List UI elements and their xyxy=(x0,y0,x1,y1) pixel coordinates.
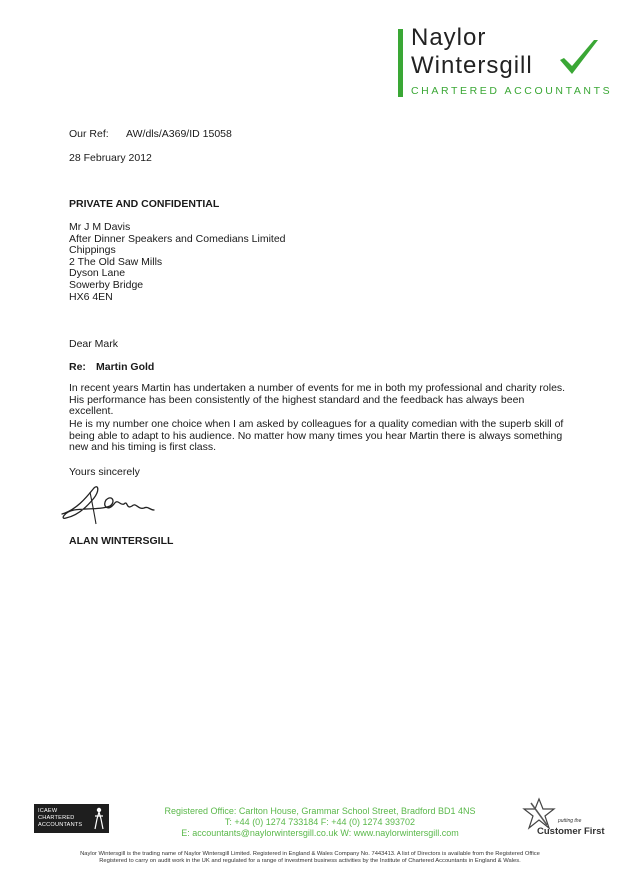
address-line: Sowerby Bridge xyxy=(69,278,144,291)
checkmark-icon xyxy=(558,38,600,83)
address-line: Dyson Lane xyxy=(69,267,126,280)
salutation: Dear Mark xyxy=(69,338,119,350)
logo-name-line1: Naylor xyxy=(411,24,487,51)
address-line: Mr J M Davis xyxy=(69,221,131,233)
address-line: HX6 4EN xyxy=(69,290,113,303)
letter-date: 28 February 2012 xyxy=(69,152,152,164)
address-line: Chippings xyxy=(69,244,116,257)
registered-office: Registered Office: Carlton House, Grammar School Street, Bradford BD1 4NS xyxy=(164,806,476,816)
ref-label: Our Ref: xyxy=(69,128,109,140)
icaew-line: ACCOUNTANTS xyxy=(38,822,83,828)
signoff: Yours sincerely xyxy=(69,466,140,478)
address-line: After Dinner Speakers and Comedians Limited xyxy=(69,232,286,245)
customer-first-small: putting the xyxy=(558,818,582,824)
phone-fax: T: +44 (0) 1274 733184 F: +44 (0) 1274 393702 xyxy=(224,817,416,827)
legal-line: Naylor Wintersgill is the trading name of Naylor Wintersgill Limited. Registered in England & Wales Company No. 7443413. A list of Directors is available from the Registered Office xyxy=(80,851,540,857)
logo-tagline: CHARTERED ACCOUNTANTS xyxy=(411,85,613,97)
ref-value: AW/dls/A369/ID 15058 xyxy=(126,128,232,140)
confidential-heading: PRIVATE AND CONFIDENTIAL xyxy=(69,198,220,210)
address-line: 2 The Old Saw Mills xyxy=(69,255,163,268)
recipient-address xyxy=(69,221,286,302)
logo-name-line2: Wintersgill xyxy=(411,52,533,79)
subject-value: Martin Gold xyxy=(96,361,155,373)
handwritten-signature xyxy=(56,480,166,535)
icaew-line: ICAEW xyxy=(38,808,58,814)
body-paragraph: In recent years Martin has undertaken a number of events for me in both my professional and charity roles. His performance has been consistently of the highest standard and the feedback has always been excellent. xyxy=(69,382,566,417)
icaew-line: CHARTERED xyxy=(38,815,75,821)
icaew-figure-icon xyxy=(92,807,106,830)
email-web: E: accountants@naylorwintersgill.co.uk W: www.naylorwintersgill.com xyxy=(181,828,459,838)
signatory-name: ALAN WINTERSGILL xyxy=(69,535,174,547)
body-paragraph: He is my number one choice when I am asked by colleagues for a quality comedian with the superb skill of being able to adapt to his audience. No matter how many times you hear Martin there is always something new and his timing is first class. xyxy=(69,418,564,453)
logo-bar xyxy=(398,29,403,97)
customer-first-logo-text: Customer First xyxy=(537,826,605,837)
icaew-logo xyxy=(34,804,109,833)
legal-line: Registered to carry on audit work in the UK and regulated for a range of investment business activities by the Institute of Chartered Accountants in England & Wales. xyxy=(99,858,521,864)
subject-label: Re: xyxy=(69,361,86,373)
